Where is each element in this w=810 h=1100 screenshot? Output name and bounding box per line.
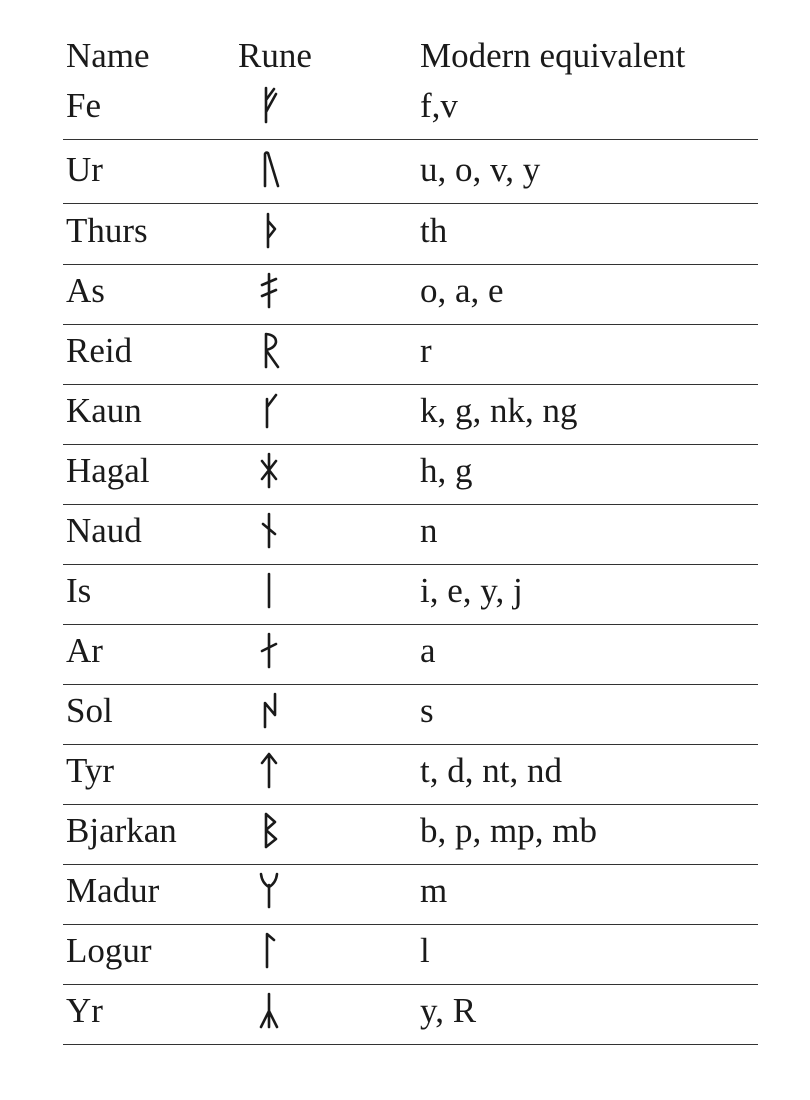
table-row — [0, 325, 810, 385]
rune-name: Hagal — [66, 451, 150, 490]
modern-equivalent: u, o, v, y — [420, 150, 541, 189]
ar-rune-icon — [252, 631, 298, 669]
rune-name: Logur — [66, 931, 152, 970]
rune-name: Ar — [66, 631, 103, 670]
table-row — [0, 205, 810, 265]
rune-name: As — [66, 271, 105, 310]
modern-equivalent: m — [420, 871, 448, 910]
table-row — [0, 745, 810, 805]
madur-rune-icon — [252, 871, 298, 909]
modern-equivalent: i, e, y, j — [420, 571, 523, 610]
reid-rune-icon — [252, 331, 298, 369]
modern-equivalent: n — [420, 511, 438, 550]
row-divider — [63, 1044, 758, 1045]
table-row — [0, 505, 810, 565]
thurs-rune-icon — [252, 211, 298, 249]
ur-rune-icon — [252, 150, 298, 188]
rune-name: Is — [66, 571, 92, 610]
modern-equivalent: l — [420, 931, 430, 970]
modern-equivalent: b, p, mp, mb — [420, 811, 597, 850]
modern-equivalent: h, g — [420, 451, 473, 490]
bjarkan-rune-icon — [252, 811, 298, 849]
rune-name: Tyr — [66, 751, 115, 790]
naud-rune-icon — [252, 511, 298, 549]
modern-equivalent: k, g, nk, ng — [420, 391, 578, 430]
rune-name: Thurs — [66, 211, 148, 250]
rune-name: Ur — [66, 150, 103, 189]
rune-name: Yr — [66, 991, 103, 1030]
rune-name: Reid — [66, 331, 133, 370]
header-modern: Modern equivalent — [420, 36, 686, 75]
rune-name: Bjarkan — [66, 811, 177, 850]
as-rune-icon — [252, 271, 298, 309]
rune-name: Sol — [66, 691, 113, 730]
modern-equivalent: a — [420, 631, 436, 670]
rune-name: Naud — [66, 511, 142, 550]
modern-equivalent: o, a, e — [420, 271, 504, 310]
kaun-rune-icon — [252, 391, 298, 429]
row-divider — [63, 203, 758, 204]
table-row — [0, 985, 810, 1045]
table-row — [0, 144, 810, 204]
modern-equivalent: s — [420, 691, 434, 730]
modern-equivalent: r — [420, 331, 432, 370]
sol-rune-icon — [252, 691, 298, 729]
header-rune: Rune — [238, 36, 312, 75]
logur-rune-icon — [252, 931, 298, 969]
rune-name: Fe — [66, 86, 101, 125]
fe-rune-icon — [252, 86, 298, 124]
rune-name: Madur — [66, 871, 160, 910]
table-row — [0, 385, 810, 445]
rune-name: Kaun — [66, 391, 142, 430]
tyr-rune-icon — [252, 751, 298, 789]
table-row — [0, 445, 810, 505]
table-row — [0, 265, 810, 325]
table-row — [0, 865, 810, 925]
hagal-rune-icon — [252, 451, 298, 489]
table-row — [0, 565, 810, 625]
is-rune-icon — [252, 571, 298, 609]
yr-rune-icon — [252, 991, 298, 1029]
modern-equivalent: f,v — [420, 86, 458, 125]
table-header — [0, 30, 810, 80]
table-row — [0, 805, 810, 865]
table-row — [0, 625, 810, 685]
modern-equivalent: y, R — [420, 991, 477, 1030]
table-row — [0, 685, 810, 745]
header-name: Name — [66, 36, 150, 75]
row-divider — [63, 139, 758, 140]
table-row — [0, 80, 810, 140]
table-row — [0, 925, 810, 985]
modern-equivalent: t, d, nt, nd — [420, 751, 562, 790]
modern-equivalent: th — [420, 211, 448, 250]
